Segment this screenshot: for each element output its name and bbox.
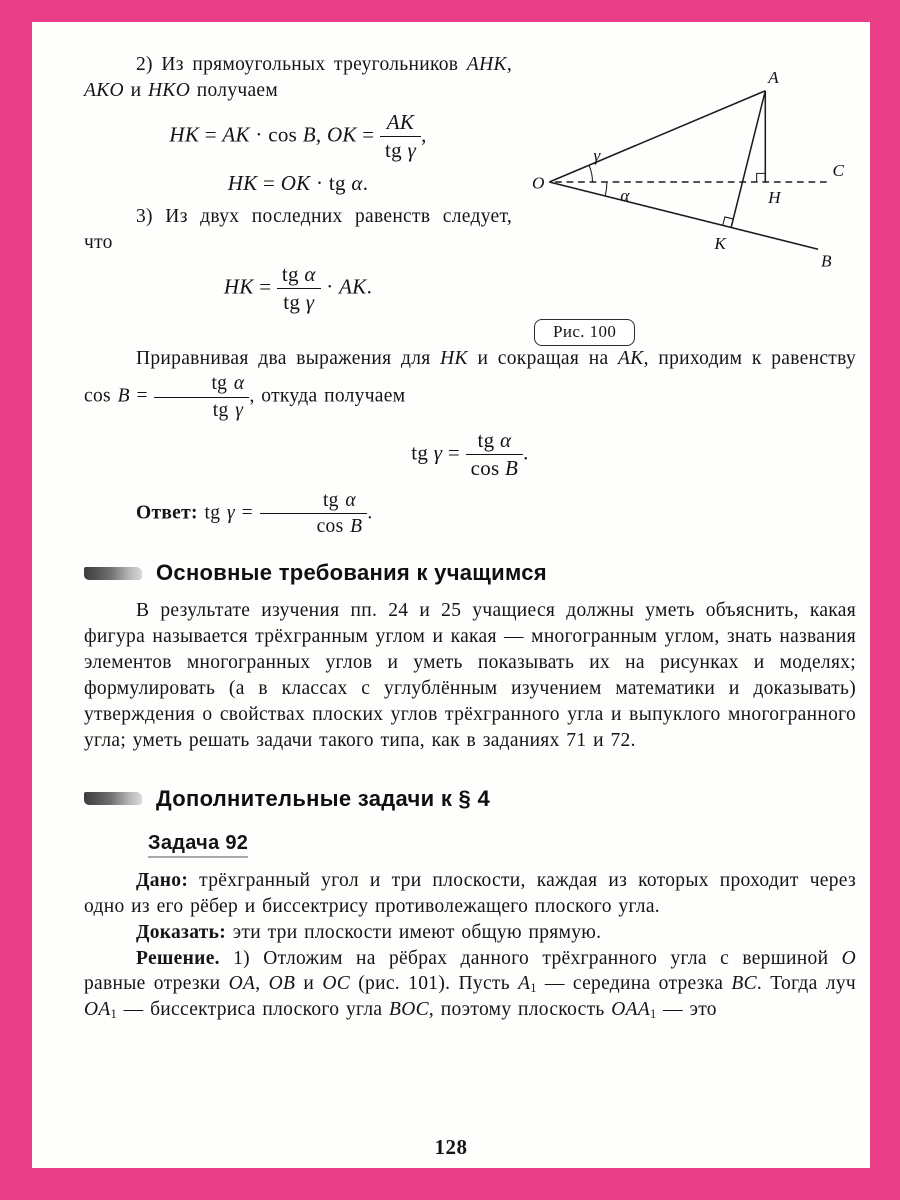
figure-caption: Рис. 100 bbox=[534, 319, 635, 346]
figure-label-B: B bbox=[820, 251, 832, 271]
section-marker-bar-icon bbox=[84, 792, 142, 805]
formula-tg-gamma-result: tg γ = $\frac{\text{tg α}}{\text{cos B}}$ . bbox=[411, 427, 529, 481]
formula-hk-ak-cosb: HK = AK · cos B, OK = $\frac{AK}{\text{tg γ}}$ , bbox=[169, 109, 427, 163]
figure-label-K: K bbox=[714, 234, 726, 254]
figure-label-gamma: γ bbox=[593, 145, 601, 165]
formula-hk-ok-tga: HK = OK · tg α. bbox=[227, 170, 369, 195]
answer-line: Ответ: tg γ = $\frac{\text{tg α}}{\text{cos B}}$ . bbox=[136, 489, 373, 538]
section-marker-bar-icon bbox=[84, 567, 142, 580]
figure-label-alpha: α bbox=[620, 186, 630, 206]
paragraph-requirements: В результате изучения пп. 24 и 25 учащиеся должны уметь объяснить, какая фигура называется трёхгранным углом и какая — многогранным углом, знать названия элементов многогранных углов и уметь показывать их на рисунках и моделях; формулировать (а в классах с углублённым изучением математики и доказывать) утверждения о свойствах плоских углов трёхгранного угла и выпуклого многогранного угла; уметь решать задачи такого типа, как в заданиях 71 и 72. bbox=[84, 600, 856, 751]
paragraph-given: Дано: трёхгранный угол и три плоскости, каждая из которых проходит через одно из его рёбер и биссектрису противолежащего плоского угла. bbox=[84, 869, 856, 917]
paragraph-prove: Доказать: эти три плоскости имеют общую прямую. bbox=[136, 921, 602, 943]
section-additional-tasks-header bbox=[84, 786, 856, 812]
formula-hk-frac-ak: HK = $\frac{\text{tg α}}{\text{tg γ}}$ · AK. bbox=[223, 261, 373, 315]
figure-label-C: C bbox=[832, 161, 845, 181]
angle-arc-gamma bbox=[589, 165, 592, 182]
paragraph-item-3: 3) Из двух последних равенств следует, что bbox=[84, 205, 512, 253]
paragraph-solution: Решение. 1) Отложим на рёбрах данного трёхгранного угла с вершиной O равные отрезки OA, OB и OC (рис. 101). Пусть $A_1$ — середина отрезка BC. Тогда луч $OA_1$ — биссектриса плоского угла BOC, поэтому плоскость $OAA_1$ — это bbox=[84, 947, 856, 1022]
line-AK bbox=[731, 91, 765, 228]
section-heading-requirements: Основные требования к учащимся bbox=[156, 560, 547, 586]
page-number: 128 bbox=[434, 1135, 468, 1159]
figure-label-A: A bbox=[768, 68, 779, 88]
line-OA bbox=[549, 91, 765, 182]
figure-label-H: H bbox=[768, 188, 781, 208]
top-left-column bbox=[84, 52, 512, 346]
paragraph-equate: Приравнивая два выражения для HK и сокращая на AK, приходим к равенству cos B = $\frac{\text{tg α}}{\text{tg γ}}$ , откуда получаем bbox=[84, 348, 857, 421]
figure-100-block bbox=[512, 52, 856, 346]
angle-arc-alpha bbox=[605, 182, 607, 196]
textbook-page bbox=[32, 22, 870, 1168]
right-angle-mark-H bbox=[757, 173, 766, 182]
top-section bbox=[84, 52, 856, 346]
paragraph-item-2: 2) Из прямоугольных треугольников AHK, AKO и HKO получаем bbox=[84, 54, 512, 101]
section-requirements-header bbox=[84, 560, 856, 586]
task-92-heading: Задача 92 bbox=[148, 832, 248, 858]
section-heading-additional-tasks: Дополнительные задачи к § 4 bbox=[156, 785, 491, 811]
figure-label-O: O bbox=[532, 173, 545, 193]
figure-100-drawing bbox=[530, 62, 847, 302]
